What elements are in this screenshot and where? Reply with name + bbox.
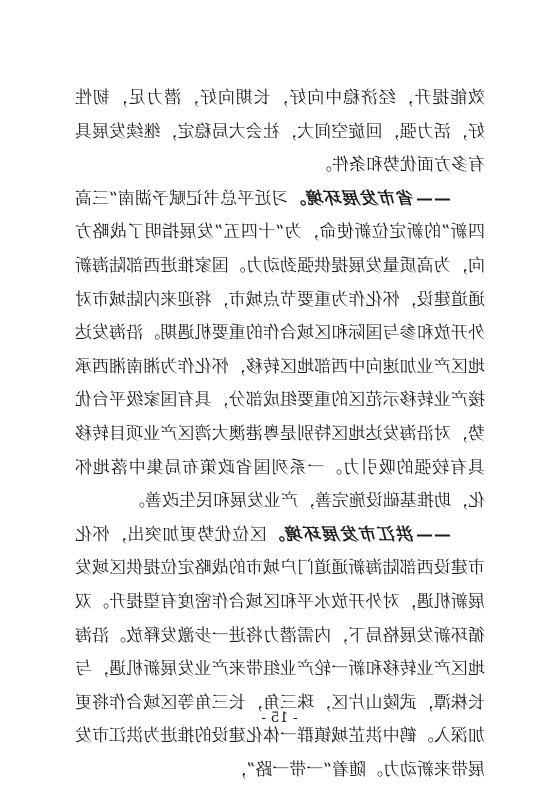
paragraph-1-body: 效能提升，经济稳中向好，长期向好，潜力足，韧性好，活力强，回旋空间大，社会大局稳定，继续发展具有多方面优势和条件。 [75, 88, 485, 176]
paragraph-1 [75, 82, 485, 183]
page-number: - 15 - [261, 710, 298, 726]
paragraph-3-lead: ——洪江市发展环境。 [266, 524, 451, 545]
paragraph-3-body: 区位优势更加突出，怀化市建设西部陆海新通道门户城市的战略定位提供区域发展新机遇，对外开放水平和区域合作密度有望提升。双循环新发展格局下，内需潜力将进一步激发释放。沿海地区产业转移和新一轮产业组带来产业发展新机遇，与长株潭，武陵山片区，珠三角，长三角等区域合作将更加深入。鹤中洪芷城镇群一体化建设的推进为洪江市发展带来新动力。随着“一带一路”， [74, 524, 485, 780]
paragraph-2-lead: ——省市发展环境。 [288, 188, 451, 209]
paragraph-2 [75, 183, 485, 519]
paragraph-3 [75, 519, 485, 788]
body-text [75, 82, 485, 787]
paragraph-2-body: 习近平总书记赋予湖南“三高四新”的新定位新使命，为“十四五”发展指明了战略方向，为高质量发展提供强劲动力。国家推进西部陆海新通道建设，怀化作为重要节点城市，将迎来内陆城市对外开放和参与国际和区域合作的重要机遇期。沿海发达地区产业加速向中西部地区转移，怀化作为湘南湘西承接产业转移示范区的重要组成部分，具有国家级平台优势，对沿海发达地区特别是粤港澳大湾区产业项目转移具有较强的吸引力。一系列国省政策布局集中落地怀化，助推基础设施完善，产业发展和民生改善。 [75, 188, 485, 512]
